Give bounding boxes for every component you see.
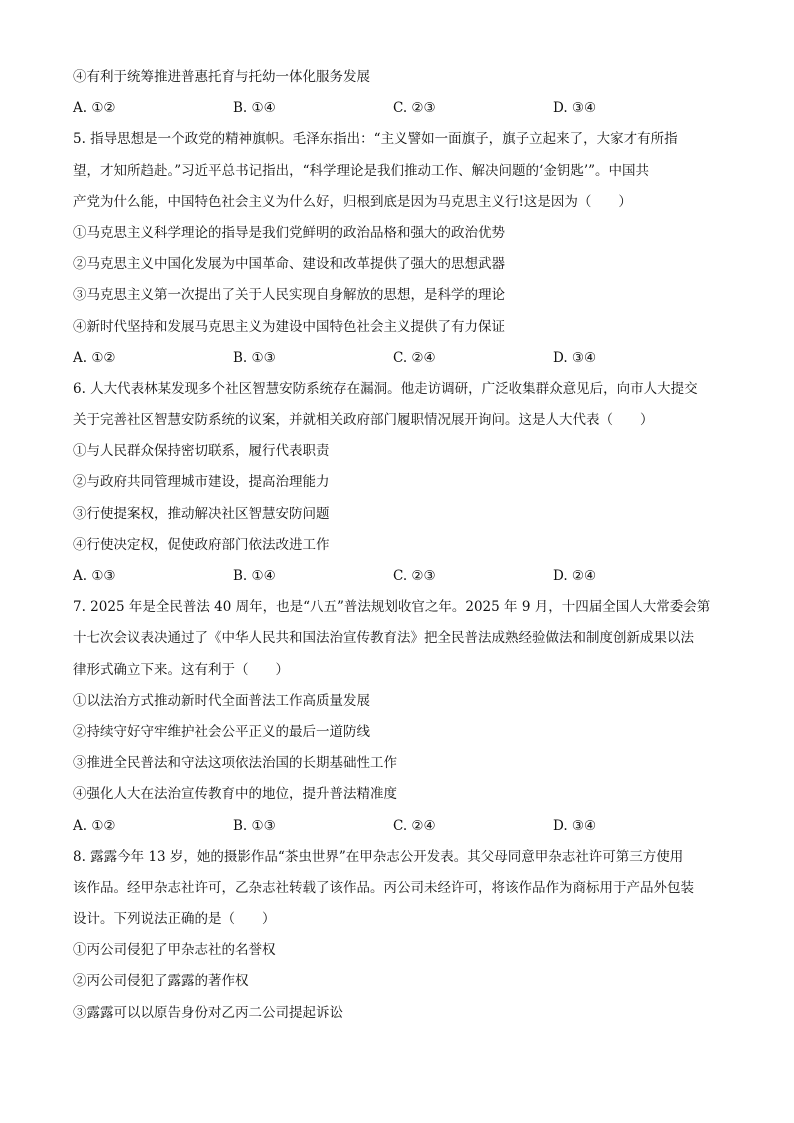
question-stem-line: 律形式确立下来。这有利于（ ） — [73, 661, 289, 678]
option-d: D. ③④ — [553, 349, 597, 366]
question-stem-line: 望，才知所趋赴。”习近平总书记指出，“科学理论是我们推动工作、解决问题的‘金钥匙’”。中国共 — [73, 162, 650, 179]
question-stem-line: 十七次会议表决通过了《中华人民共和国法治宣传教育法》把全民普法成熟经验做法和制度创新成果以法 — [73, 630, 694, 647]
option-b: B. ①③ — [233, 817, 276, 834]
item-line: ②与政府共同管理城市建设，提高治理能力 — [73, 474, 330, 491]
option-c: C. ②④ — [393, 817, 436, 834]
question-stem-line: 关于完善社区智慧安防系统的议案，并就相关政府部门履职情况展开询问。这是人大代表（ ） — [73, 412, 654, 429]
exam-page — [73, 62, 733, 1029]
option-d: D. ③④ — [553, 100, 597, 117]
option-a: A. ①② — [73, 349, 116, 366]
question-stem-line: 该作品。经甲杂志社许可，乙杂志社转载了该作品。丙公司未经许可，将该作品作为商标用于产品外包装 — [73, 879, 694, 896]
item-line: ③马克思主义第一次提出了关于人民实现自身解放的思想，是科学的理论 — [73, 287, 505, 304]
item-line: ①丙公司侵犯了甲杂志社的名誉权 — [73, 942, 276, 959]
option-a: A. ①③ — [73, 568, 116, 584]
question-5 — [73, 124, 733, 374]
item-line: ①以法治方式推动新时代全面普法工作高质量发展 — [73, 692, 370, 709]
options-row — [73, 93, 733, 124]
option-b: B. ①③ — [233, 349, 276, 366]
question-6 — [73, 374, 733, 592]
item-line: ③推进全民普法和守法这项依法治国的长期基础性工作 — [73, 755, 397, 772]
question-stem-line: 5. 指导思想是一个政党的精神旗帜。毛泽东指出：“主义譬如一面旗子，旗子立起来了，大家才有所指 — [73, 131, 678, 148]
option-d: D. ②④ — [553, 568, 597, 584]
item-line: ④行使决定权，促使政府部门依法改进工作 — [73, 536, 330, 553]
question-8 — [73, 842, 733, 1029]
item-line: ④新时代坚持和发展马克思主义为建设中国特色社会主义提供了有力保证 — [73, 318, 505, 335]
item-line: ①与人民群众保持密切联系，履行代表职责 — [73, 443, 330, 460]
option-b: B. ①④ — [233, 100, 276, 117]
item-line: ②丙公司侵犯了露露的著作权 — [73, 973, 249, 990]
item-line: ①马克思主义科学理论的指导是我们党鲜明的政治品格和强大的政治优势 — [73, 224, 505, 241]
question-stem-line: 6. 人大代表林某发现多个社区智慧安防系统存在漏洞。他走访调研，广泛收集群众意见后，向市人大提交 — [73, 380, 698, 397]
option-b: B. ①④ — [233, 568, 276, 584]
item-line: ②马克思主义中国化发展为中国革命、建设和改革提供了强大的思想武器 — [73, 256, 505, 273]
question-stem-line: 8. 露露今年 13 岁，她的摄影作品“茶虫世界”在甲杂志公开发表。其父母同意甲杂志社许可第三方使用 — [73, 848, 684, 865]
options-row — [73, 561, 733, 592]
question-7 — [73, 592, 733, 842]
item-line: ③行使提案权，推动解决社区智慧安防问题 — [73, 505, 330, 522]
options-row — [73, 343, 733, 374]
question-stem-line: 7. 2025 年是全民普法 40 周年，也是“八五”普法规划收官之年。2025 年 9 月，十四届全国人大常委会第 — [73, 599, 711, 616]
question-stem-line: 设计。下列说法正确的是（ ） — [73, 911, 276, 928]
question-stem-line: 产党为什么能，中国特色社会主义为什么好，归根到底是因为马克思主义行!这是因为（ ） — [73, 193, 632, 210]
option-c: C. ②④ — [393, 349, 436, 366]
option-c: C. ②③ — [393, 100, 436, 117]
option-a: A. ①② — [73, 817, 116, 834]
item-line: ③露露可以以原告身份对乙丙二公司提起诉讼 — [73, 1004, 343, 1021]
item-line: ④有利于统筹推进普惠托育与托幼一体化服务发展 — [73, 69, 370, 85]
item-line: ②持续守好守牢维护社会公平正义的最后一道防线 — [73, 723, 370, 740]
options-row — [73, 811, 733, 842]
option-a: A. ①② — [73, 100, 116, 117]
option-c: C. ②③ — [393, 568, 436, 584]
item-line: ④强化人大在法治宣传教育中的地位，提升普法精准度 — [73, 786, 397, 803]
option-d: D. ③④ — [553, 817, 597, 834]
